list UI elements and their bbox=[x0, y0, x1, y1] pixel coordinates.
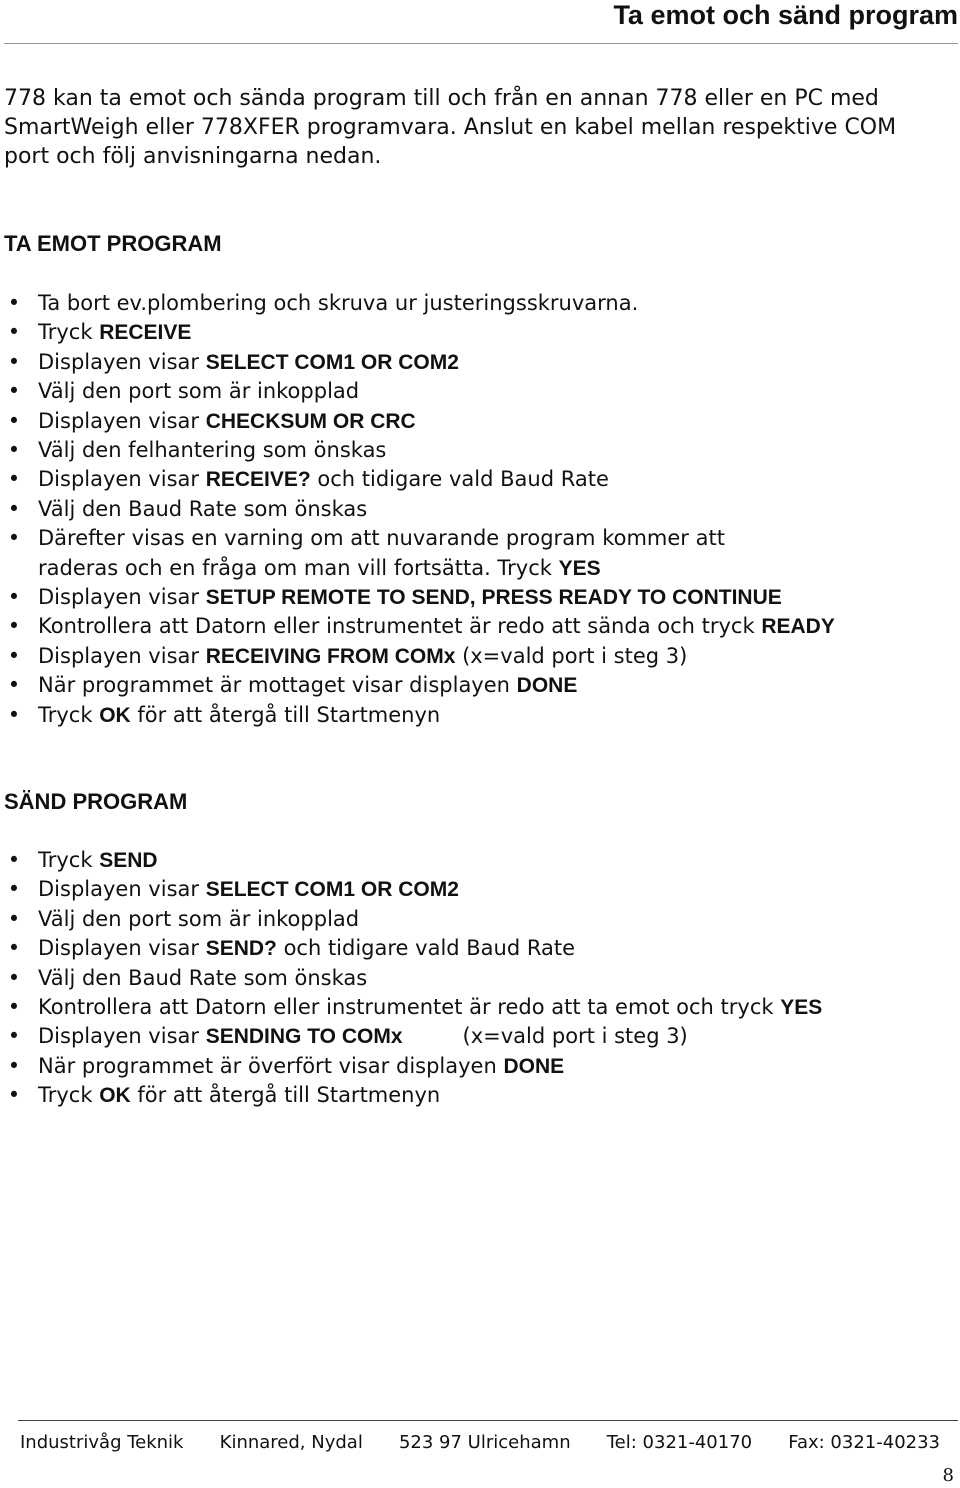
footer-divider bbox=[18, 1420, 958, 1421]
list-item: • Displayen visar SELECT COM1 OR COM2 bbox=[4, 348, 954, 377]
footer-phone: Tel: 0321-40170 bbox=[606, 1432, 753, 1453]
list-item: • Välj den port som är inkopplad bbox=[4, 377, 954, 406]
list-item: • Displayen visar SELECT COM1 OR COM2 bbox=[4, 875, 954, 904]
display-text: DONE bbox=[516, 674, 578, 698]
list-item: • När programmet är överfört visar displayen DONE bbox=[4, 1052, 954, 1081]
list-item: • Displayen visar SENDING TO COMx (x=vald port i steg 3) bbox=[4, 1022, 954, 1051]
display-text: CHECKSUM OR CRC bbox=[205, 409, 416, 433]
footer-city: 523 97 Ulricehamn bbox=[398, 1432, 571, 1453]
key-name: OK bbox=[99, 703, 131, 727]
list-item: • När programmet är mottaget visar displayen DONE bbox=[4, 671, 954, 700]
intro-line: SmartWeigh eller 778XFER programvara. Anslut en kabel mellan respektive COM bbox=[4, 115, 897, 140]
bullet-icon: • bbox=[7, 496, 21, 521]
receive-heading: TA EMOT PROGRAM bbox=[4, 231, 222, 256]
bullet-icon: • bbox=[7, 673, 21, 698]
send-heading: SÄND PROGRAM bbox=[4, 789, 188, 814]
bullet-icon: • bbox=[7, 1053, 21, 1078]
page-title: Ta emot och sänd program bbox=[613, 0, 958, 30]
bullet-icon: • bbox=[7, 320, 21, 345]
list-item: • Ta bort ev.plombering och skruva ur justeringsskruvarna. bbox=[4, 289, 954, 318]
header-divider bbox=[4, 43, 958, 44]
display-text: DONE bbox=[503, 1054, 565, 1078]
intro-line: port och följ anvisningarna nedan. bbox=[4, 144, 382, 169]
bullet-icon: • bbox=[7, 906, 21, 931]
key-name: OK bbox=[99, 1084, 131, 1108]
footer-fax: Fax: 0321-40233 bbox=[788, 1432, 940, 1453]
bullet-icon: • bbox=[7, 438, 21, 463]
display-text: SEND? bbox=[205, 937, 277, 961]
footer bbox=[20, 1430, 940, 1456]
list-item: • Tryck OK för att återgå till Startmenyn bbox=[4, 701, 954, 730]
bullet-icon: • bbox=[7, 291, 21, 315]
list-item: • Displayen visar RECEIVING FROM COMx (x=vald port i steg 3) bbox=[4, 642, 954, 671]
bullet-icon: • bbox=[7, 702, 21, 727]
bullet-icon: • bbox=[7, 408, 21, 433]
list-item: • Displayen visar RECEIVE? och tidigare vald Baud Rate bbox=[4, 465, 954, 494]
bullet-icon: • bbox=[7, 1083, 21, 1108]
intro-paragraph bbox=[4, 84, 954, 171]
list-item: • Displayen visar SETUP REMOTE TO SEND, PRESS READY TO CONTINUE bbox=[4, 583, 954, 612]
bullet-icon: • bbox=[7, 614, 21, 639]
display-text: RECEIVE? bbox=[205, 468, 311, 492]
intro-line: 778 kan ta emot och sända program till och från en annan 778 eller en PC med bbox=[4, 86, 879, 111]
list-item: • Välj den port som är inkopplad bbox=[4, 905, 954, 934]
key-name: SEND bbox=[99, 849, 158, 872]
bullet-icon: • bbox=[7, 379, 21, 404]
display-text: SENDING TO COMx bbox=[205, 1025, 403, 1049]
list-item: • Välj den felhantering som önskas bbox=[4, 436, 954, 465]
footer-area: Kinnared, Nydal bbox=[219, 1432, 363, 1453]
display-text: SETUP REMOTE TO SEND, PRESS READY TO CONTINUE bbox=[205, 586, 782, 610]
key-name: READY bbox=[761, 615, 835, 639]
display-text: SELECT COM1 OR COM2 bbox=[205, 878, 459, 902]
bullet-icon: • bbox=[7, 877, 21, 902]
send-steps-list bbox=[4, 846, 954, 1111]
list-item: • Kontrollera att Datorn eller instrumentet är redo att sända och tryck READY bbox=[4, 612, 954, 641]
list-item: • Välj den Baud Rate som önskas bbox=[4, 495, 954, 524]
page-number: 8 bbox=[942, 1465, 954, 1486]
list-item: • Därefter visas en varning om att nuvarande program kommer att raderas och en fråga om man vill fortsätta. Tryck YES bbox=[7, 526, 725, 580]
bullet-icon: • bbox=[7, 936, 21, 961]
bullet-icon: • bbox=[7, 585, 21, 610]
display-text: RECEIVING FROM COMx bbox=[205, 644, 456, 668]
bullet-icon: • bbox=[7, 995, 21, 1020]
bullet-icon: • bbox=[7, 965, 21, 990]
footer-company: Industrivåg Teknik bbox=[20, 1432, 184, 1453]
list-item: • Tryck OK för att återgå till Startmenyn bbox=[4, 1081, 954, 1110]
key-name: RECEIVE bbox=[99, 321, 192, 345]
key-name: YES bbox=[780, 996, 823, 1020]
bullet-icon: • bbox=[7, 526, 21, 551]
receive-steps-list bbox=[4, 289, 954, 730]
list-item: • Tryck SEND bbox=[4, 846, 954, 875]
display-text: SELECT COM1 OR COM2 bbox=[205, 350, 459, 374]
list-item: • Tryck RECEIVE bbox=[4, 318, 954, 347]
list-item: • Välj den Baud Rate som önskas bbox=[4, 964, 954, 993]
bullet-icon: • bbox=[7, 349, 21, 374]
list-item: • Kontrollera att Datorn eller instrumentet är redo att ta emot och tryck YES bbox=[4, 993, 954, 1022]
bullet-icon: • bbox=[7, 1024, 21, 1049]
bullet-icon: • bbox=[7, 467, 21, 492]
bullet-icon: • bbox=[7, 848, 21, 872]
list-item: • Displayen visar SEND? och tidigare vald Baud Rate bbox=[4, 934, 954, 963]
bullet-icon: • bbox=[7, 643, 21, 668]
list-item: • Displayen visar CHECKSUM OR CRC bbox=[4, 407, 954, 436]
key-name: YES bbox=[558, 556, 601, 580]
